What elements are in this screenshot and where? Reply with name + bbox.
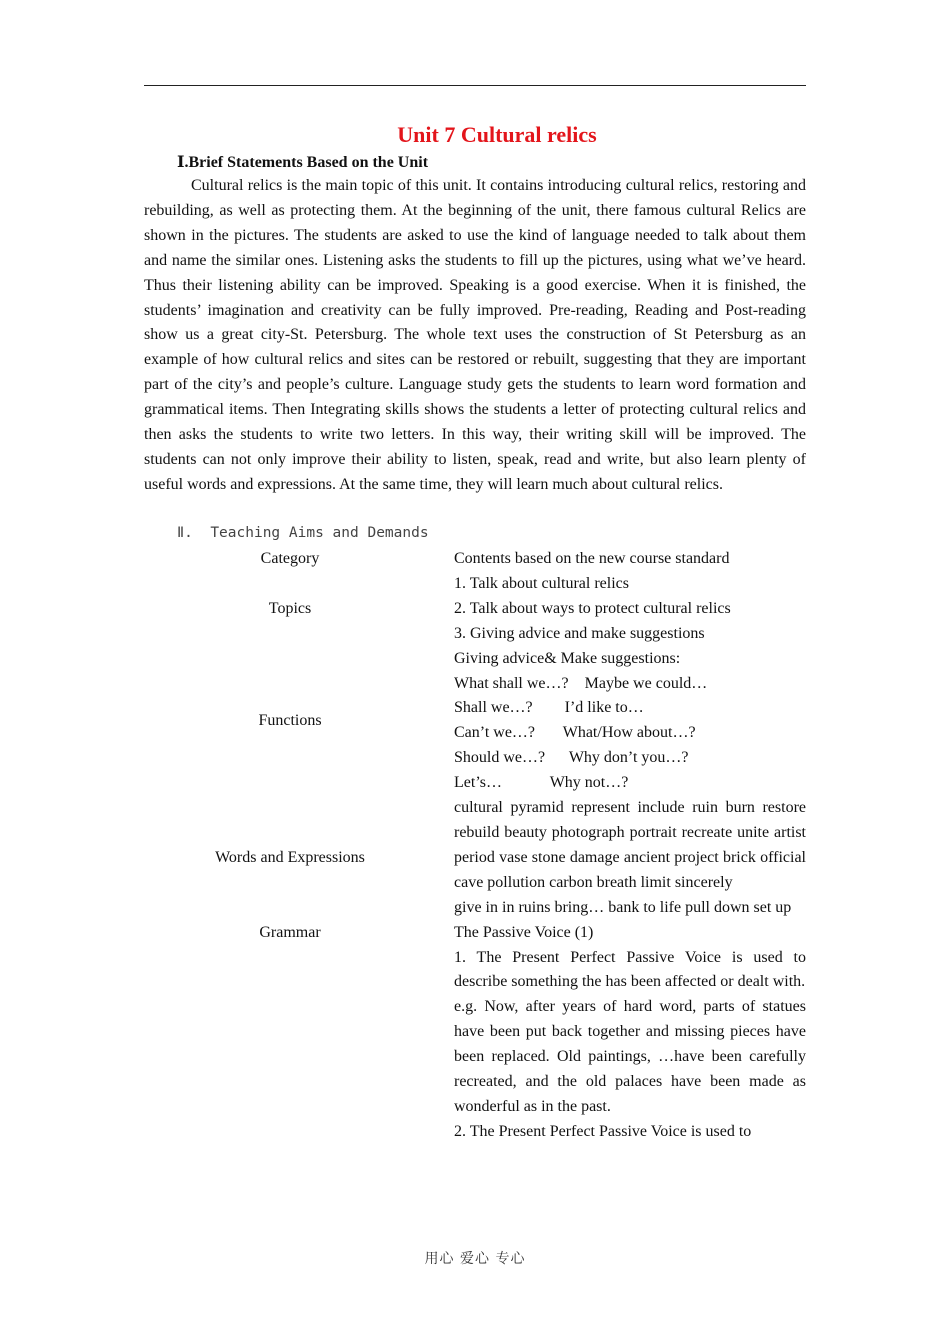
topics-row xyxy=(144,572,806,647)
topics-label: Topics xyxy=(268,599,312,617)
topic-line: 2. Talk about ways to protect cultural relics xyxy=(454,599,731,617)
function-line: What shall we…? Maybe we could… xyxy=(454,674,708,692)
function-line: Giving advice& Make suggestions: xyxy=(454,649,681,667)
aims-table xyxy=(144,547,806,1145)
grammar-title: The Passive Voice (1) xyxy=(454,923,594,941)
table-header-row xyxy=(144,547,806,572)
header-rule xyxy=(144,85,806,86)
grammar-content xyxy=(454,921,806,1145)
function-line: Should we…? Why don’t you…? xyxy=(454,749,689,767)
page-title: Unit 7 Cultural relics xyxy=(397,122,597,147)
section1-paragraph: Cultural relics is the main topic of this unit. It contains introducing cultural relics, restoring and rebuilding, as well as protecting them. At the beginning of the unit, there famous cultural Relics are shown in the pictures. The students are asked to use the kind of language needed to talk about them and name the similar ones. Listening asks the students to fill up the pictures, using what we’ve heard. Thus their listening ability can be improved. Speaking is a good exercise. When it is finished, the students’ imagination and creativity can be fully improved. Pre-reading, Reading and Post-reading show us a great city-St. Petersburg. The whole text uses the construction of St Petersburg as an example of how cultural relics and sites can be restored or rebuilt, suggesting that they are important part of the city’s and people’s culture. Language study gets the students to learn word formation and grammatical items. Then Integrating skills shows the students a letter of protecting cultural relics and then asks the students to write two letters. In this way, their writing skill will be improved. The students can not only improve their ability to listen, speak, read and write, but also learn plenty of useful words and expressions. At the same time, they will learn much about cultural relics. xyxy=(144,177,806,493)
words-content xyxy=(454,796,806,921)
grammar-point-2: 2. The Present Perfect Passive Voice is used to xyxy=(454,1122,752,1140)
header-category: Category xyxy=(260,550,320,567)
topics-content xyxy=(454,572,806,647)
functions-label: Functions xyxy=(258,711,322,729)
grammar-example: e.g. Now, after years of hard word, parts of statues have been put back together and missing pieces have been replaced. Old paintings, …have been carefully recreated, and the old palaces have been made as wonderful as in the past. xyxy=(454,998,806,1115)
page-footer: 用心 爱心 专心 xyxy=(424,1251,526,1267)
words-label: Words and Expressions xyxy=(215,848,365,866)
function-line: Can’t we…? What/How about…? xyxy=(454,724,696,742)
section2-heading: Ⅱ. Teaching Aims and Demands xyxy=(177,525,429,541)
section1-heading: Ⅰ.Brief Statements Based on the Unit xyxy=(177,154,429,171)
grammar-row xyxy=(144,921,806,1145)
header-contents: Contents based on the new course standard xyxy=(454,550,730,567)
topic-line: 1. Talk about cultural relics xyxy=(454,574,629,592)
expressions-list: give in in ruins bring… bank to life pull down set up xyxy=(454,898,792,916)
function-line: Let’s… Why not…? xyxy=(454,774,629,792)
words-row xyxy=(144,796,806,921)
function-line: Shall we…? I’d like to… xyxy=(454,699,644,717)
words-list: cultural pyramid represent include ruin burn restore rebuild beauty photograph portrait recreate unite artist period vase stone damage ancient project brick official cave pollution carbon breath limit sincerely xyxy=(454,799,806,891)
topic-line: 3. Giving advice and make suggestions xyxy=(454,624,705,642)
functions-content xyxy=(454,647,806,796)
grammar-point-1: 1. The Present Perfect Passive Voice is used to describe something the has been affected or dealt with. xyxy=(454,948,806,991)
functions-row xyxy=(144,647,806,796)
grammar-label: Grammar xyxy=(259,923,321,941)
